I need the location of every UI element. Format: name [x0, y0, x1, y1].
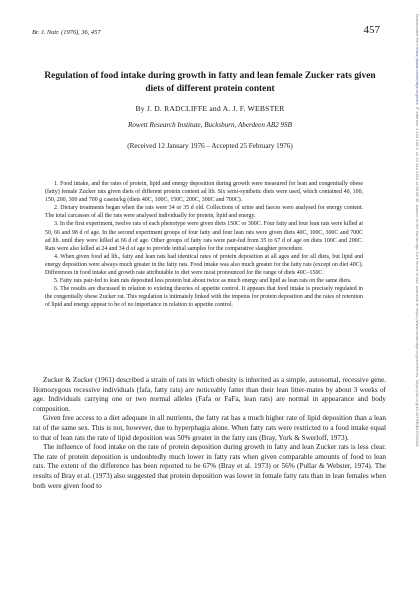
abstract-paragraph: 6. The results are discussed in relation to existing theories of appetite control. It appears that food intake is precisely regulated in the congenitally obese Zucker rat. This regulation is intimately linked with the impetus for protein deposition and the rates of retention of lipid and energy appear to be of no importance in relation to appetite control. [45, 286, 363, 309]
author-affiliation: Rowett Research Institute, Bucksburn, Aberdeen AB2 9SB [128, 121, 292, 129]
page-number: 457 [363, 24, 380, 36]
abstract-paragraph: 1. Food intake, and the rates of protein, lipid and energy deposition during growth were measured for lean and congenitally obese (fatty) female Zucker rats given diets of different protein content ad lib. Six semi-synthetic diets were used, which contained 40, 100, 150, 200, 300 and 700 g casein/kg (diets 40C, 100C, 150C, 200C, 300C and 700C). [45, 181, 363, 204]
body-paragraph: Given free access to a diet adequate in all nutrients, the fatty rat has a much higher rate of lipid deposition than a lean rat of the same sex. This is not, however, due to hyperphagia alone. When fatty rats were restricted to a food intake equal to that of lean rats the rate of lipid deposition was 50% greater in the fatty rats (Bray, York & Swerloff, 1973). [33, 414, 386, 442]
abstract-paragraph: 2. Dietary treatments began when the rats were 34 or 35 d old. Collections of urine and faeces were analysed for energy content. The total carcasses of all the rats were analysed individually for protein, lipid and energy. [45, 205, 363, 220]
article-body [33, 376, 386, 491]
abstract-paragraph: 3. In the first experiment, twelve rats of each phenotype were given diets 150C or 300C. Four fatty and four lean rats were killed at 50, 66 and 98 d of age. In the second experiment groups of four fatty and four lean rats were given diets 40C, 100C, 300C and 700C ad lib. until they were killed at 66 d of age. Other groups of fatty rats were pair-fed from 35 to 67 d of age on diets 100C and 200C. Rats were also killed at 24 and 34 d of age to provide initial samples for the comparative slaughter procedure. [45, 221, 363, 252]
article-authors: By J. D. RADCLIFFE and A. J. F. WEBSTER [135, 104, 285, 113]
abstract-paragraph: 4. When given food ad lib., fatty and lean rats had identical rates of protein deposition at all ages and for all diets, but lipid and energy deposition were always much greater in the fatty rats. Food intake was also much greater for the fatty rats (except on diet 40C). Differences in food intake and growth rate attributable to diet were most pronounced for the range of diets 40C–150C. [45, 253, 363, 277]
received-dates: (Received 12 January 1976 – Accepted 25 February 1976) [127, 142, 293, 150]
body-paragraph: The influence of food intake on the rate of protein deposition during growth in fatty and lean Zucker rats is less clear. The rate of protein deposition is undoubtedly much lower in fatty rats when given comparable amounts of food to lean rats. The extent of the difference has been reported to be 67% (Bray et al. 1973) or 56% (Pullar & Webster, 1974). The results of Bray et al. (1973) also suggested that protein deposition was lower in female fatty rats than in lean females when both were given food to [33, 443, 386, 490]
running-head: Br. J. Nutr. (1976), 36, 457 [32, 29, 101, 36]
download-notice [414, 14, 418, 514]
abstract [45, 180, 363, 310]
article-title: Regulation of food intake during growth in fatty and lean female Zucker rats given diets of different protein content [44, 71, 376, 94]
download-notice-suffix: . IP address: 1.152.155.5, on 21 Sep 2019 at 06:08:30, subject to the Cambridge Core terms of use, available at https://www.cambridge.org/core/terms. https://doi.org/10.1079/BJN19760100 [415, 104, 419, 447]
download-notice-prefix: Downloaded from [415, 14, 419, 48]
body-paragraph: Zucker & Zucker (1961) described a strain of rats in which obesity is inherited as a simple, autosomal, recessive gene. Homozygous recessive individuals (fafa, fatty rats) are noticeably fatter than their lean litter-mates by about 3 weeks of age. Individuals carrying one or two normal alleles (Fafa or FaFa, lean rats) are normal in appearance and body composition. [33, 376, 386, 413]
abstract-paragraph: 5. Fatty rats pair-fed to lean rats deposited less protein but about twice as much energy and lipid as lean rats on the same diets. [54, 278, 352, 285]
download-notice-link[interactable]: https://www.cambridge.org/core [415, 47, 419, 105]
